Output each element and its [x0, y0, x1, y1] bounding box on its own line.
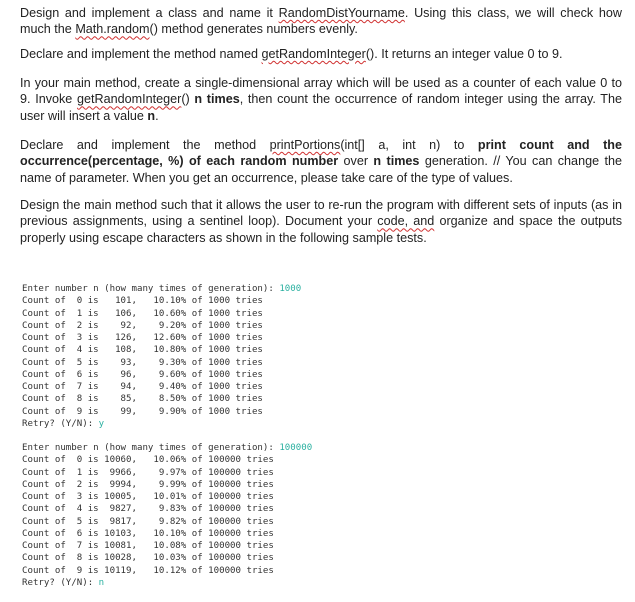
text: Design the main method such that it allows the user to re-run the program with different sets of inputs (as in previous assignments, using a sentinel loop). Document your [20, 198, 622, 229]
text: () [181, 92, 190, 107]
method-name: Math.random [75, 22, 150, 37]
console-line: Count of 0 is 101, 10.10% of 1000 tries [22, 296, 263, 307]
console-line: Count of 0 is 10060, 10.06% of 100000 tries [22, 455, 274, 466]
text: , then count the occurrence of random integer using the array. The user will insert a value [20, 92, 623, 123]
console-line: Count of 9 is 99, 9.90% of 1000 tries [22, 406, 263, 417]
console-input: 1000 [279, 284, 302, 294]
console-prompt: Enter number n (how many times of generation): [22, 284, 280, 294]
console-line: Count of 3 is 10005, 10.01% of 100000 tries [22, 492, 274, 502]
bold-text: n times [189, 92, 240, 107]
text: organize and space the outputs properly using escape characters as shown in the following sample tests. [20, 214, 622, 245]
paragraph-design-main [20, 197, 622, 246]
method-name: getRandomInteger [261, 47, 366, 61]
paragraph-class-design [20, 5, 622, 38]
console-line: Count of 4 is 108, 10.80% of 1000 tries [22, 345, 263, 356]
console-line: Count of 1 is 9966, 9.97% of 100000 tries [22, 467, 274, 478]
method-name: getRandomInteger [77, 92, 182, 107]
retry-input: y [98, 418, 105, 429]
console-line: Count of 8 is 85, 8.50% of 1000 tries [22, 394, 263, 405]
text: Declare and implement the method named [20, 47, 262, 61]
text: () method generates numbers evenly. [149, 22, 358, 37]
console-line: Count of 9 is 10119, 10.12% of 100000 tries [22, 565, 274, 576]
console-line: Count of 5 is 9817, 9.82% of 100000 tries [22, 516, 274, 527]
text: (). It returns an integer value 0 to 9. [365, 47, 563, 61]
console-output-100000 [22, 442, 312, 589]
text: over [338, 154, 374, 169]
console-prompt: Enter number n (how many times of generation): [22, 443, 280, 453]
method-name: printPortions [269, 138, 341, 152]
bold-text: print count and the occurrence(percentage, %) of each random number [20, 138, 622, 169]
retry-prompt: Retry? (Y/N): [22, 418, 99, 429]
class-name: RandomDistYourname [278, 6, 405, 20]
console-line: Count of 7 is 94, 9.40% of 1000 tries [22, 382, 263, 392]
bold-text: n [147, 108, 156, 123]
console-line: Count of 5 is 93, 9.30% of 1000 tries [22, 357, 263, 368]
underlined-text: code, and [377, 214, 435, 229]
console-line: Count of 4 is 9827, 9.83% of 100000 tries [22, 504, 274, 515]
console-line: Count of 3 is 126, 12.60% of 1000 tries [22, 333, 263, 343]
console-output-1000 [22, 283, 301, 430]
text: In your main method, create a single-dimensional array which will be used as a counter of each value 0 to 9. Invoke [20, 76, 622, 107]
console-line: Count of 2 is 9994, 9.99% of 100000 tries [22, 479, 274, 490]
text: Design and implement a class and name it [20, 6, 279, 20]
text: Declare and implement the method [20, 138, 270, 152]
console-line: Count of 1 is 106, 10.60% of 1000 tries [22, 308, 263, 319]
bold-text: n times [373, 154, 420, 169]
console-input: 100000 [279, 443, 313, 453]
retry-input: n [98, 577, 105, 588]
console-line: Count of 6 is 10103, 10.10% of 100000 tries [22, 528, 274, 539]
retry-prompt: Retry? (Y/N): [22, 577, 99, 588]
console-line: Count of 6 is 96, 9.60% of 1000 tries [22, 369, 263, 380]
paragraph-main-method [20, 75, 622, 124]
paragraph-print-portions [20, 137, 622, 186]
text: generation. // You can change the name of parameter. When you get an occurrence, please take care of the type of values. [20, 154, 622, 185]
paragraph-get-random-integer [20, 46, 622, 62]
console-line: Count of 7 is 10081, 10.08% of 100000 tries [22, 541, 274, 551]
console-line: Count of 8 is 10028, 10.03% of 100000 tries [22, 553, 274, 564]
console-line: Count of 2 is 92, 9.20% of 1000 tries [22, 320, 263, 331]
text: . [155, 108, 159, 123]
text: (int[] a, int n) to [340, 138, 478, 152]
text: . Using this class, we will check how much the [20, 6, 622, 37]
